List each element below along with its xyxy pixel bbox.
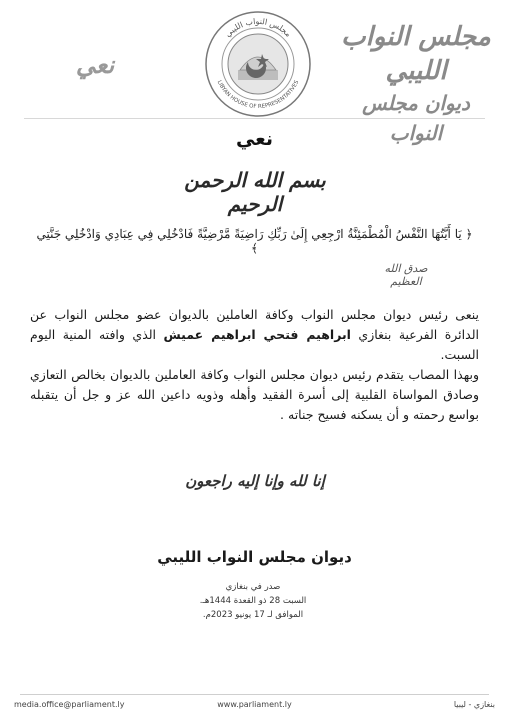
logo-line-1: مجلس النواب الليبي [341,22,491,86]
header-left-word: نعي [75,50,115,79]
issuance-gregorian-date: الموافق لـ 17 يونيو 2023م. [202,610,304,620]
paragraph-2: وبهذا المصاب يتقدم رئيس ديوان مجلس النواب وكافة العاملين بالديوان بخالص التعازي وصادق المواساة القلبية إلى أسرة الفقيد وأهله وذويه داعين الله عز و جل أن يتقبله بواسع رحمته و أن يسكنه فسيح جناته . [30,367,479,422]
house-logo-calligraphy [341,20,491,145]
sadaqa-calligraphy: صدق الله العظيم [384,262,428,288]
inna-lillah-calligraphy: إنا لله وإنا إليه راجعون [185,472,325,490]
parliament-emblem-icon [204,10,312,118]
emblem-english-text: LIBYAN HOUSE OF REPRESENTATIVES [215,79,301,111]
footer-email[interactable]: media.office@parliament.ly [14,700,125,709]
footer-divider [20,694,489,695]
emblem-arabic-text: مجلس النواب الليبي [223,16,293,39]
paragraph-1-end: الذي وافته المنية اليوم السبت. [30,327,479,362]
paragraph-1 [30,305,479,365]
footer-location: بنغازي - ليبيا [453,700,495,709]
issuance-hijri-date: السبت 28 ذو القعدة 1444هـ. [199,596,307,606]
header-divider [24,118,485,119]
page-title: نعي [235,128,274,150]
issuance-place: صدر في بنغازي [225,582,281,592]
logo-line-2: ديوان مجلس النواب [362,91,470,145]
footer [0,700,509,714]
deceased-name: ابراهيم فتحي ابراهيم عميش [163,327,351,342]
basmala-calligraphy: بسم الله الرحمن الرحيم [184,168,326,216]
issuance-block [188,580,318,622]
footer-website[interactable]: www.parliament.ly [217,700,292,709]
signoff-title: ديوان مجلس النواب الليبي [157,548,352,566]
paragraph-1-start: ينعى رئيس ديوان مجلس النواب وكافة العاملين بالديوان عضو مجلس النواب عن الدائرة الفرعية بنغازي [30,307,479,342]
quran-verse: ﴿ يَا أَيَّتُهَا النَّفْسُ الْمُطْمَئِنَّةُ ارْجِعِي إِلَىٰ رَبِّكِ رَاضِيَةً مَّرْضِيَّةً فَادْخُلِي فِي عِبَادِي وَادْخُلِي جَنَّتِي ﴾ [36,227,473,255]
obituary-body [30,305,479,425]
